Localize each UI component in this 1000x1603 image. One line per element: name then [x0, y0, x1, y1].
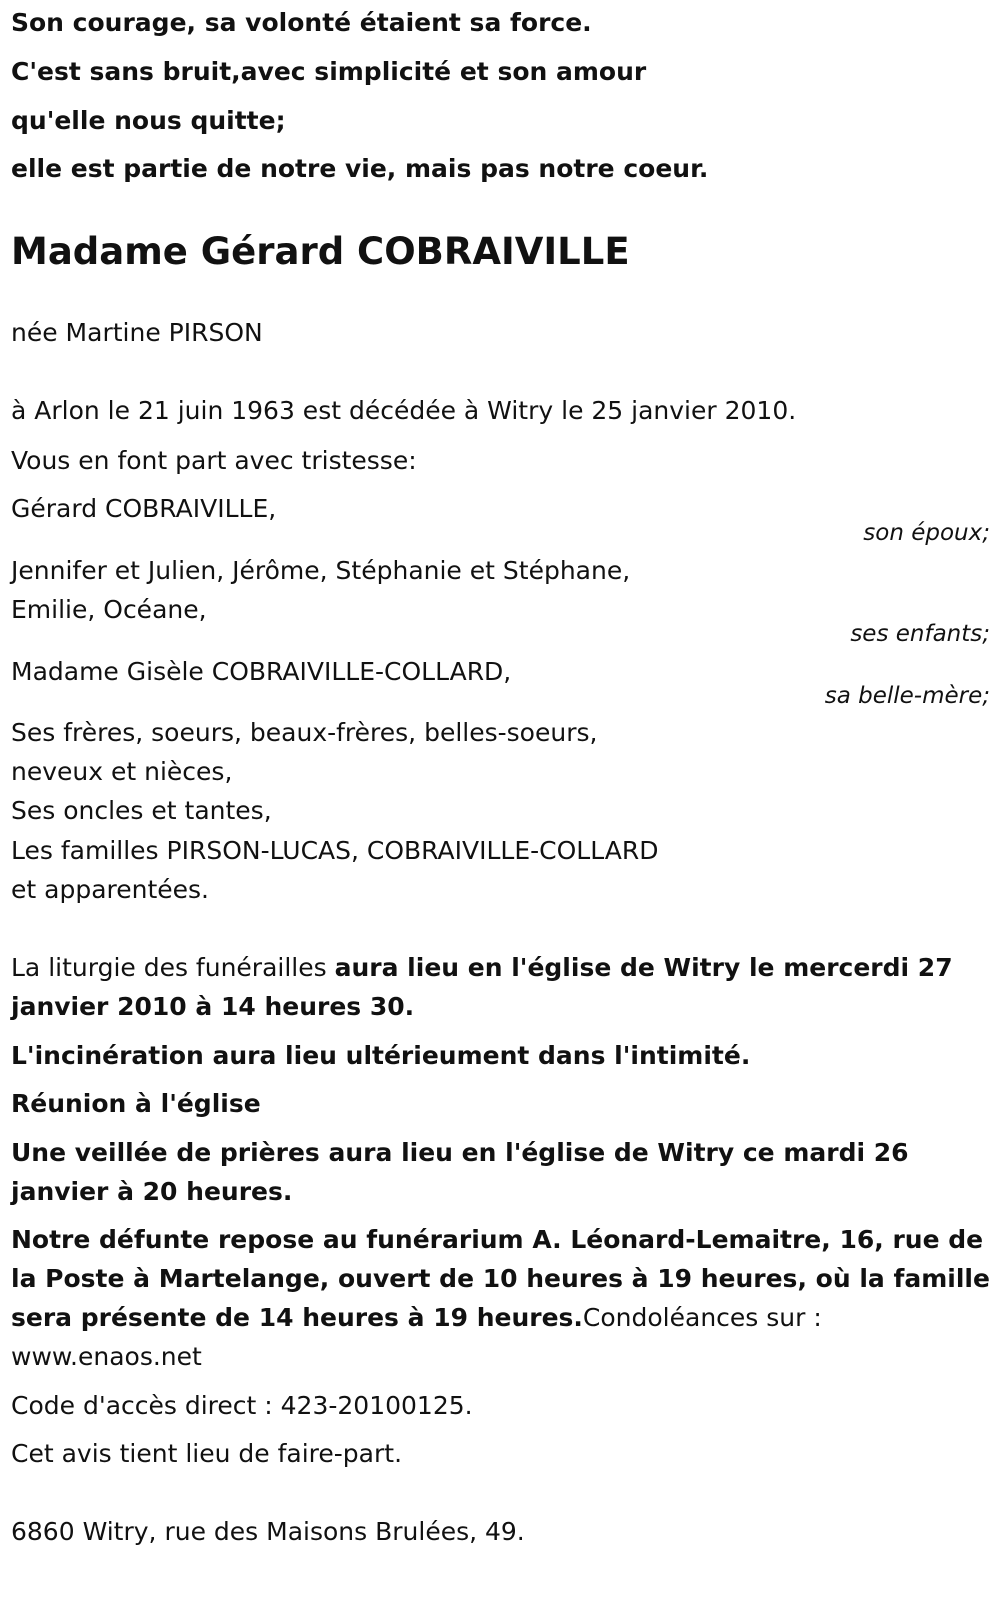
announcement: Vous en font part avec tristesse: [11, 446, 417, 475]
vigil-line-2: janvier à 20 heures. [11, 1177, 293, 1206]
liturgy-details: aura lieu en l'église de Witry le mercerdi 27 [334, 953, 953, 982]
poem-line-3: qu'elle nous quitte; [11, 106, 286, 135]
family-presence: sera présente de 14 heures à 19 heures. [11, 1303, 583, 1332]
poem-line-1: Son courage, sa volonté étaient sa force. [11, 8, 592, 37]
liturgy-line-2: janvier 2010 à 14 heures 30. [11, 992, 415, 1021]
funerarium-line-2: la Poste à Martelange, ouvert de 10 heures à 19 heures, où la famille [11, 1264, 990, 1293]
birth-death-line: à Arlon le 21 juin 1963 est décédée à Witry le 25 janvier 2010. [11, 396, 797, 425]
relatives-line-2: neveux et nièces, [11, 757, 233, 786]
children-role: ses enfants; [850, 621, 990, 647]
funerarium-line-1: Notre défunte repose au funérarium A. Léonard-Lemaitre, 16, rue de [11, 1225, 984, 1254]
notice-line: Cet avis tient lieu de faire-part. [11, 1439, 403, 1468]
poem-line-4: elle est partie de notre vie, mais pas notre coeur. [11, 154, 709, 183]
address-line: 6860 Witry, rue des Maisons Brulées, 49. [11, 1517, 525, 1546]
access-code: Code d'accès direct : 423-20100125. [11, 1391, 473, 1420]
relatives-line-1: Ses frères, soeurs, beaux-frères, belles-soeurs, [11, 718, 598, 747]
mother-in-law-name: Madame Gisèle COBRAIVILLE-COLLARD, [11, 657, 512, 686]
vigil-line-1: Une veillée de prières aura lieu en l'église de Witry ce mardi 26 [11, 1138, 909, 1167]
relatives-line-4: Les familles PIRSON-LUCAS, COBRAIVILLE-COLLARD [11, 836, 659, 865]
liturgy-line-1 [11, 953, 953, 983]
children-line-1: Jennifer et Julien, Jérôme, Stéphanie et Stéphane, [11, 556, 631, 585]
birth-name: née Martine PIRSON [11, 318, 263, 347]
funerarium-line-3 [11, 1303, 822, 1333]
spouse-role: son époux; [863, 520, 990, 546]
relatives-line-3: Ses oncles et tantes, [11, 796, 272, 825]
liturgy-intro: La liturgie des funérailles [11, 953, 335, 982]
incineration-line: L'incinération aura lieu ultérieument dans l'intimité. [11, 1041, 751, 1070]
mother-in-law-role: sa belle-mère; [824, 683, 990, 709]
condolences-url: www.enaos.net [11, 1342, 202, 1371]
meeting-line: Réunion à l'église [11, 1089, 261, 1118]
spouse-name: Gérard COBRAIVILLE, [11, 494, 277, 523]
children-line-2: Emilie, Océane, [11, 595, 207, 624]
poem-line-2: C'est sans bruit,avec simplicité et son amour [11, 57, 647, 86]
deceased-name: Madame Gérard COBRAIVILLE [11, 230, 630, 273]
condolences-label: Condoléances sur : [582, 1303, 822, 1332]
relatives-line-5: et apparentées. [11, 875, 209, 904]
